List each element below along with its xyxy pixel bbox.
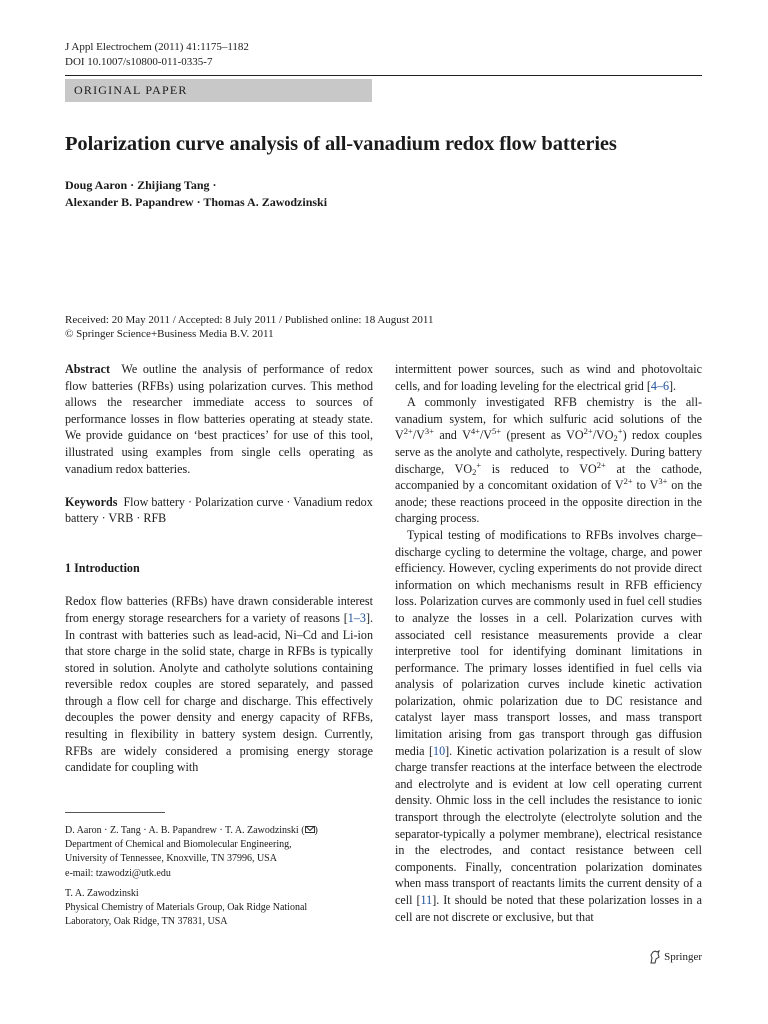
author-line-1: Doug Aaron · Zhijiang Tang · — [65, 178, 217, 192]
citation-link[interactable]: 10 — [433, 743, 446, 758]
right-paragraph-1: intermittent power sources, such as wind and photovoltaic cells, and for loading leveling for the electrical grid [4–6]. — [395, 362, 702, 393]
article-type-bar: ORIGINAL PAPER — [65, 79, 372, 102]
springer-horse-icon — [649, 950, 661, 964]
paper-title: Polarization curve analysis of all-vanadium redox flow batteries — [65, 133, 617, 155]
right-paragraph-3: Typical testing of modifications to RFBs involves charge–discharge cycling to determine the voltage, charge, and power efficiency. However, cycling experiments do not provide direct information on which mechanisms result in RFB efficiency loss. Polarization curves are commonly used in fuel cell studies to analyze the losses in a cell. Polarization curves with associated cell resistance measurements provide a clear interpretive tool for identifying dominant limitations in performance. The primary losses identified in fuel cells via analysis of polarization curves include kinetic activation polarization, ohmic polarization due to DC resistance and catalyst layer mass transport losses, and mass transport limitation arising from gas transport through gas diffusion media [10]. Kinetic activation polarization is a result of slow charge transfer reactions at the interface between the electrode and electrolyte and is evident at low cell operating current density. Ohmic loss in the cell includes the resistance to ionic transport through the electrolyte (electrolyte solution and the separator-typically a polymer membrane), electrical resistance in the electrodes, and contact resistance between cell components. Finally, concentration polarization dominates when mass transport of reactants limits the current density of a cell [11]. It should be noted that these polarization losses in a cell are not discrete or exclusive, but that — [395, 527, 702, 924]
right-column — [395, 361, 702, 925]
abstract-text: We outline the analysis of performance of redox flow batteries (RFBs) using polarization curves. This method allows the researcher immediate access to sources of performance losses in flow batteries operating at steady state. We provide guidance on ‘best practices’ for use of this tool, illustrated using examples from single cells operating as vanadium redox batteries. — [65, 362, 374, 476]
abstract — [65, 361, 373, 477]
affiliation-1: D. Aaron · Z. Tang · A. B. Papandrew · T. A. Zawodzinski ( ) Department of Chemical and Biomolecular Engineering, University of Tennessee, Knoxville, TN 37996, USA e-mail: tzawodzi@utk.edu — [65, 824, 373, 881]
affiliation-2: T. A. Zawodzinski Physical Chemistry of Materials Group, Oak Ridge National Laboratory, Oak Ridge, TN 37831, USA — [65, 888, 308, 928]
copyright: © Springer Science+Business Media B.V. 2011 — [65, 328, 274, 340]
abstract-label: Abstract — [65, 362, 111, 376]
doi: DOI 10.1007/s10800-011-0335-7 — [65, 56, 213, 68]
keywords-text: Flow battery · Polarization curve · Vanadium redox battery · VRB · RFB — [65, 494, 373, 526]
right-paragraph-2: A commonly investigated RFB chemistry is the all-vanadium system, for which sulfuric acid solutions of the $V^{2+}/V^{3+}$ and $V^{4+}/V^{5+}$ (present as $VO^{2+}/VO_2^+$) redox couples serve as the anolyte and catholyte, respectively. During battery discharge, $VO_2^+$ is reduced to $VO^{2+}$ at the cathode, accompanied by a concomitant oxidation of $V^{2+}$ to $V^{3+}$ on the anode; these reactions proceed in the opposite direction in the charging process. — [395, 395, 703, 526]
journal-citation: J Appl Electrochem (2011) 41:1175–1182 — [65, 41, 249, 53]
keywords-label: Keywords — [65, 494, 118, 509]
citation-link[interactable]: 1–3 — [347, 610, 366, 625]
left-column — [65, 361, 373, 776]
corresponding-email[interactable]: e-mail: tzawodzi@utk.edu — [65, 867, 171, 879]
publisher-footer — [649, 950, 702, 964]
section-heading-introduction: 1 Introduction — [65, 561, 140, 576]
envelope-icon — [305, 826, 315, 833]
keywords — [65, 494, 373, 527]
header-rule — [65, 75, 702, 76]
footnote-rule — [65, 812, 165, 813]
citation-link[interactable]: 11 — [420, 893, 433, 907]
publication-dates: Received: 20 May 2011 / Accepted: 8 July 2011 / Published online: 18 August 2011 — [65, 314, 434, 326]
publisher-name: Springer — [664, 951, 702, 963]
citation-link[interactable]: 4–6 — [650, 378, 670, 393]
intro-paragraph: Redox flow batteries (RFBs) have drawn considerable interest from energy storage researchers for a variety of reasons [1–3]. In contrast with batteries such as lead-acid, Ni–Cd and Li-ion that store charge in the solid state, charge in RFBs is typically stored in solution. Anolyte and catholyte solutions containing reversible redox couples are stored separately, and passed through a flow cell for charge and discharge. This effectively decouples the power density and energy capacity of RFBs, resulting in flexibility in battery system design. Currently, RFBs are widely considered a promising energy storage candidate for coupling with — [65, 594, 373, 775]
author-line-2: Alexander B. Papandrew · Thomas A. Zawodzinski — [65, 195, 328, 209]
